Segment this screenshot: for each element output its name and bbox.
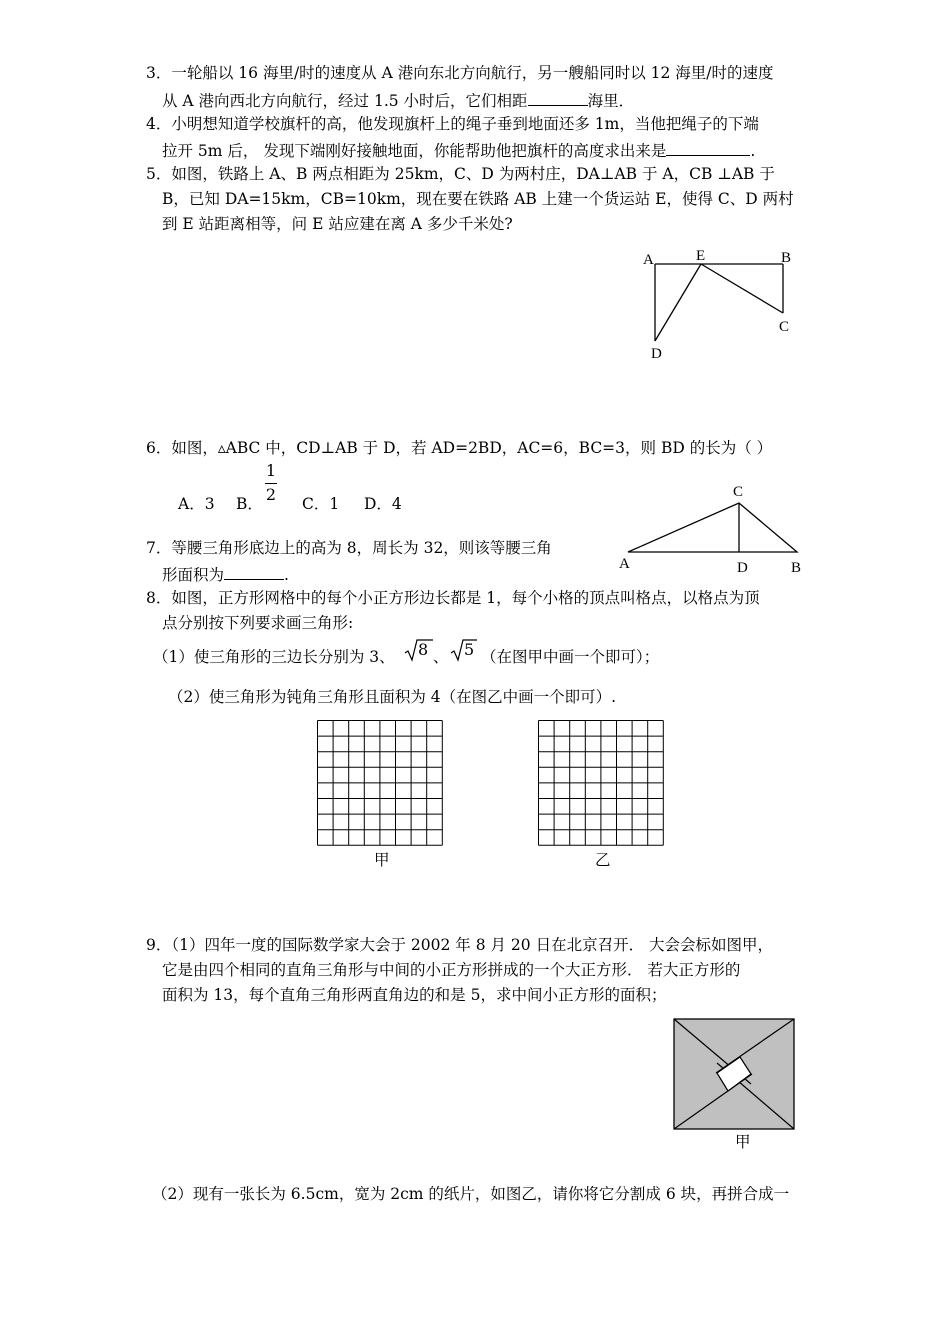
q9-line3: 面积为 13，每个直角三角形两直角边的和是 5，求中间小正方形的面积； [162,986,667,1004]
q6-frac-denominator: 2 [265,485,277,504]
q8-grid-label-yi: 乙 [595,851,611,869]
q8-grid-yi[interactable] [538,720,664,846]
q9-figure-label: 甲 [735,1133,751,1151]
q8-sqrt8-radicand: 8 [418,640,429,659]
q4-line2-end: . [750,142,756,160]
q8-part2: （2）使三角形为钝角三角形且面积为 4（在图乙中画一个即可）. [168,688,617,706]
q8-grid-label-jia: 甲 [374,851,390,869]
q4-line1: 4．小明想知道学校旗杆的高，他发现旗杆上的绳子垂到地面还多 1m，当他把绳子的下端 [146,115,759,133]
q6-frac-bar [265,483,277,484]
q6-stem: 6．如图，▵ABC 中，CD⊥AB 于 D，若 AD=2BD，AC=6，BC=3，则 BD 的长为（ ） [146,439,773,457]
q3-line2-text: 从 A 港向西北方向航行，经过 1.5 小时后，它们相距 [162,92,528,110]
q6-label-b: B [791,560,802,576]
q6-option-a: A．3 [178,495,215,513]
q3-line2-end: 海里． [587,92,635,110]
q8-part1-end: （在图甲中画一个即可）； [481,648,660,666]
q5-line3: 到 E 站距离相等，问 E 站应建在离 A 多少千米处? [162,215,513,233]
q4-answer-blank[interactable] [666,139,750,156]
q3-line2 [162,89,634,111]
q8-grid-jia[interactable] [317,720,443,846]
q6-option-b: B． [236,495,263,513]
q9-part2: （2）现有一张长为 6.5cm，宽为 2cm 的纸片，如图乙，请你将它分割成 6 块，再拼合成一 [152,1185,790,1203]
q6-option-c: C．1 [302,495,340,513]
q7-line2-text: 形面积为 [162,566,225,584]
q6-frac-numerator: 1 [265,461,277,480]
q5-label-b: B [781,250,792,266]
q5-line1: 5．如图，铁路上 A、B 两点相距为 25km，C、D 为两村庄，DA⊥AB 于 A，CB ⊥AB 于 [146,165,775,183]
q5-figure [638,246,798,366]
q5-label-a: A [643,252,654,268]
q7-answer-blank[interactable] [224,563,284,580]
q5-label-c: C [779,319,790,335]
q7-line2 [162,563,289,585]
q5-label-e: E [696,248,706,264]
q8-separator: 、 [433,648,449,666]
q4-line2 [162,139,755,161]
q6-label-c: C [733,484,744,500]
q5-label-d: D [651,346,662,362]
q3-line1: 3．一轮船以 16 海里/时的速度从 A 港向东北方向航行，另一艘船同时以 12 海里/时的速度 [146,64,774,82]
q8-sqrt5-radicand: 5 [464,640,475,659]
q9-line1: 9．（1）四年一度的国际数学家大会于 2002 年 8 月 20 日在北京召开． 大会会标如图甲， [146,936,773,954]
q3-answer-blank[interactable] [528,89,588,106]
q5-line2: B，已知 DA=15km，CB=10km，现在要在铁路 AB 上建一个货运站 E，使得 C、D 两村 [162,190,794,208]
q7-line1: 7．等腰三角形底边上的高为 8，周长为 32，则该等腰三角 [146,539,552,557]
q6-label-d: D [737,560,748,576]
q6-figure [616,478,816,578]
q7-line2-end: . [284,566,289,584]
q6-option-d: D．4 [364,495,402,513]
q8-line1: 8．如图，正方形网格中的每个小正方形边长都是 1，每个小格的顶点叫格点，以格点为顶 [146,589,760,607]
q9-figure-jia [673,1018,796,1131]
q6-label-a: A [619,556,630,572]
q4-line2-text: 拉开 5m 后， 发现下端刚好接触地面，你能帮助他把旗杆的高度求出来是 [162,142,667,160]
q9-line2: 它是由四个相同的直角三角形与中间的小正方形拼成的一个大正方形． 若大正方形的 [162,961,741,979]
q8-part1-text: （1）使三角形的三边长分别为 3、 [153,648,395,666]
q8-line2: 点分别按下列要求画三角形: [162,614,354,632]
